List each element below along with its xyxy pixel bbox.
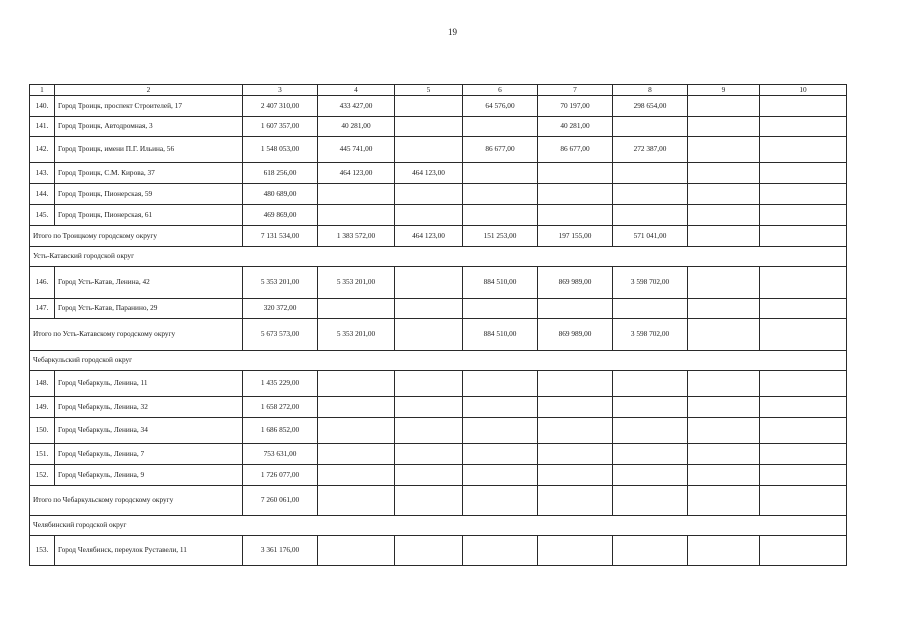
cell-col4 (318, 184, 395, 205)
cell-col9 (688, 96, 760, 117)
address-cell: Город Чебаркуль, Ленина, 11 (55, 371, 243, 397)
row-number: 149. (30, 397, 55, 418)
page-number: 19 (448, 27, 457, 37)
address-cell: Город Чебаркуль, Ленина, 34 (55, 418, 243, 444)
cell-col9 (688, 137, 760, 163)
cell-col9 (688, 205, 760, 226)
cell-col10 (760, 465, 847, 486)
cell-col8 (613, 117, 688, 137)
cell-col6 (463, 299, 538, 319)
cell-col5 (395, 465, 463, 486)
cell-col9 (688, 299, 760, 319)
cell-col9 (688, 444, 760, 465)
cell-col6 (463, 371, 538, 397)
cell-col3: 753 631,00 (243, 444, 318, 465)
cell-col9 (688, 465, 760, 486)
column-header: 5 (395, 85, 463, 96)
cell-col9 (688, 397, 760, 418)
cell-col10 (760, 226, 847, 247)
table-row (30, 444, 847, 465)
cell-col6: 884 510,00 (463, 267, 538, 299)
cell-col6 (463, 536, 538, 566)
address-cell: Город Усть-Катав, Паранино, 29 (55, 299, 243, 319)
column-header: 7 (538, 85, 613, 96)
cell-col8 (613, 465, 688, 486)
cell-col5 (395, 486, 463, 516)
cell-col3: 1 658 272,00 (243, 397, 318, 418)
cell-col4: 1 383 572,00 (318, 226, 395, 247)
cell-col10 (760, 96, 847, 117)
cell-col8 (613, 299, 688, 319)
address-cell: Город Чебаркуль, Ленина, 32 (55, 397, 243, 418)
data-table (29, 84, 847, 566)
cell-col10 (760, 371, 847, 397)
cell-col9 (688, 319, 760, 351)
cell-col7: 197 155,00 (538, 226, 613, 247)
cell-col3: 618 256,00 (243, 163, 318, 184)
column-header: 2 (55, 85, 243, 96)
section-title: Чебаркульский городской округ (30, 351, 847, 371)
address-cell: Город Усть-Катав, Ленина, 42 (55, 267, 243, 299)
cell-col8: 3 598 702,00 (613, 267, 688, 299)
total-label: Итого по Чебаркульскому городскому округу (30, 486, 243, 516)
cell-col9 (688, 486, 760, 516)
address-cell: Город Челябинск, переулок Руставели, 11 (55, 536, 243, 566)
cell-col7 (538, 486, 613, 516)
cell-col10 (760, 205, 847, 226)
cell-col5: 464 123,00 (395, 163, 463, 184)
column-header: 9 (688, 85, 760, 96)
cell-col6: 151 253,00 (463, 226, 538, 247)
cell-col8 (613, 418, 688, 444)
cell-col10 (760, 319, 847, 351)
total-row (30, 226, 847, 247)
row-number: 150. (30, 418, 55, 444)
cell-col3: 1 686 852,00 (243, 418, 318, 444)
cell-col4: 40 281,00 (318, 117, 395, 137)
cell-col7 (538, 397, 613, 418)
cell-col4: 445 741,00 (318, 137, 395, 163)
column-header: 8 (613, 85, 688, 96)
row-number: 142. (30, 137, 55, 163)
cell-col4: 5 353 201,00 (318, 267, 395, 299)
row-number: 146. (30, 267, 55, 299)
cell-col5 (395, 137, 463, 163)
cell-col5 (395, 267, 463, 299)
table-row (30, 117, 847, 137)
cell-col4 (318, 205, 395, 226)
cell-col4 (318, 444, 395, 465)
cell-col6 (463, 184, 538, 205)
cell-col6 (463, 486, 538, 516)
table-row (30, 267, 847, 299)
cell-col3: 5 353 201,00 (243, 267, 318, 299)
cell-col10 (760, 444, 847, 465)
cell-col6 (463, 163, 538, 184)
cell-col5: 464 123,00 (395, 226, 463, 247)
cell-col9 (688, 184, 760, 205)
cell-col9 (688, 267, 760, 299)
cell-col4: 464 123,00 (318, 163, 395, 184)
cell-col5 (395, 444, 463, 465)
cell-col3: 3 361 176,00 (243, 536, 318, 566)
cell-col9 (688, 117, 760, 137)
column-header: 4 (318, 85, 395, 96)
cell-col5 (395, 205, 463, 226)
row-number: 147. (30, 299, 55, 319)
cell-col7: 70 197,00 (538, 96, 613, 117)
cell-col10 (760, 267, 847, 299)
column-header: 6 (463, 85, 538, 96)
cell-col3: 480 689,00 (243, 184, 318, 205)
cell-col8: 298 654,00 (613, 96, 688, 117)
table-row (30, 96, 847, 117)
total-row (30, 319, 847, 351)
cell-col7 (538, 205, 613, 226)
cell-col7 (538, 371, 613, 397)
cell-col9 (688, 226, 760, 247)
address-cell: Город Троицк, Пионерская, 59 (55, 184, 243, 205)
cell-col7: 869 989,00 (538, 267, 613, 299)
cell-col9 (688, 536, 760, 566)
address-cell: Город Троицк, Пионерская, 61 (55, 205, 243, 226)
cell-col10 (760, 184, 847, 205)
cell-col10 (760, 163, 847, 184)
cell-col6 (463, 205, 538, 226)
table-row (30, 465, 847, 486)
cell-col3: 320 372,00 (243, 299, 318, 319)
cell-col7 (538, 163, 613, 184)
section-title: Усть-Катавский городской округ (30, 247, 847, 267)
cell-col7: 40 281,00 (538, 117, 613, 137)
section-title: Челябинский городской округ (30, 516, 847, 536)
header-row (30, 85, 847, 96)
address-cell: Город Троицк, Автодромная, 3 (55, 117, 243, 137)
cell-col8 (613, 184, 688, 205)
cell-col6: 884 510,00 (463, 319, 538, 351)
cell-col6 (463, 444, 538, 465)
cell-col3: 1 607 357,00 (243, 117, 318, 137)
cell-col6 (463, 465, 538, 486)
table-row (30, 397, 847, 418)
cell-col3: 2 407 310,00 (243, 96, 318, 117)
address-cell: Город Троицк, проспект Строителей, 17 (55, 96, 243, 117)
cell-col10 (760, 117, 847, 137)
column-header: 3 (243, 85, 318, 96)
cell-col9 (688, 418, 760, 444)
table-row (30, 299, 847, 319)
table-row (30, 536, 847, 566)
cell-col5 (395, 536, 463, 566)
cell-col10 (760, 397, 847, 418)
cell-col7 (538, 418, 613, 444)
cell-col10 (760, 418, 847, 444)
cell-col6 (463, 418, 538, 444)
cell-col7 (538, 299, 613, 319)
cell-col7 (538, 536, 613, 566)
total-label: Итого по Усть-Катавскому городскому округу (30, 319, 243, 351)
cell-col8 (613, 536, 688, 566)
address-cell: Город Чебаркуль, Ленина, 7 (55, 444, 243, 465)
cell-col7: 86 677,00 (538, 137, 613, 163)
address-cell: Город Чебаркуль, Ленина, 9 (55, 465, 243, 486)
cell-col8 (613, 486, 688, 516)
cell-col4 (318, 397, 395, 418)
cell-col6 (463, 117, 538, 137)
column-header: 10 (760, 85, 847, 96)
row-number: 143. (30, 163, 55, 184)
cell-col4 (318, 418, 395, 444)
cell-col4: 433 427,00 (318, 96, 395, 117)
cell-col4 (318, 486, 395, 516)
cell-col4 (318, 536, 395, 566)
address-cell: Город Троицк, имени П.Г. Ильина, 56 (55, 137, 243, 163)
total-label: Итого по Троицкому городскому округу (30, 226, 243, 247)
row-number: 140. (30, 96, 55, 117)
cell-col3: 7 260 061,00 (243, 486, 318, 516)
cell-col8 (613, 371, 688, 397)
cell-col7 (538, 465, 613, 486)
table-row (30, 163, 847, 184)
table-row (30, 205, 847, 226)
cell-col8: 272 387,00 (613, 137, 688, 163)
cell-col6 (463, 397, 538, 418)
cell-col10 (760, 486, 847, 516)
cell-col7 (538, 184, 613, 205)
cell-col3: 469 869,00 (243, 205, 318, 226)
cell-col3: 7 131 534,00 (243, 226, 318, 247)
table-row (30, 418, 847, 444)
cell-col10 (760, 536, 847, 566)
cell-col8 (613, 205, 688, 226)
section-row (30, 351, 847, 371)
cell-col8 (613, 397, 688, 418)
cell-col4: 5 353 201,00 (318, 319, 395, 351)
cell-col5 (395, 117, 463, 137)
address-cell: Город Троицк, С.М. Кирова, 37 (55, 163, 243, 184)
row-number: 148. (30, 371, 55, 397)
cell-col8 (613, 163, 688, 184)
cell-col5 (395, 397, 463, 418)
cell-col3: 1 726 077,00 (243, 465, 318, 486)
table-row (30, 184, 847, 205)
row-number: 141. (30, 117, 55, 137)
cell-col3: 1 548 053,00 (243, 137, 318, 163)
cell-col3: 1 435 229,00 (243, 371, 318, 397)
section-row (30, 516, 847, 536)
cell-col4 (318, 299, 395, 319)
section-row (30, 247, 847, 267)
cell-col8: 3 598 702,00 (613, 319, 688, 351)
cell-col5 (395, 96, 463, 117)
cell-col7 (538, 444, 613, 465)
cell-col9 (688, 163, 760, 184)
cell-col5 (395, 299, 463, 319)
row-number: 151. (30, 444, 55, 465)
cell-col4 (318, 371, 395, 397)
cell-col10 (760, 137, 847, 163)
column-header: 1 (30, 85, 55, 96)
cell-col3: 5 673 573,00 (243, 319, 318, 351)
cell-col10 (760, 299, 847, 319)
table-row (30, 137, 847, 163)
cell-col4 (318, 465, 395, 486)
cell-col5 (395, 418, 463, 444)
cell-col5 (395, 371, 463, 397)
row-number: 152. (30, 465, 55, 486)
cell-col5 (395, 319, 463, 351)
cell-col8: 571 041,00 (613, 226, 688, 247)
row-number: 153. (30, 536, 55, 566)
table-row (30, 371, 847, 397)
total-row (30, 486, 847, 516)
cell-col8 (613, 444, 688, 465)
cell-col6: 64 576,00 (463, 96, 538, 117)
row-number: 145. (30, 205, 55, 226)
cell-col9 (688, 371, 760, 397)
cell-col6: 86 677,00 (463, 137, 538, 163)
row-number: 144. (30, 184, 55, 205)
cell-col7: 869 989,00 (538, 319, 613, 351)
cell-col5 (395, 184, 463, 205)
